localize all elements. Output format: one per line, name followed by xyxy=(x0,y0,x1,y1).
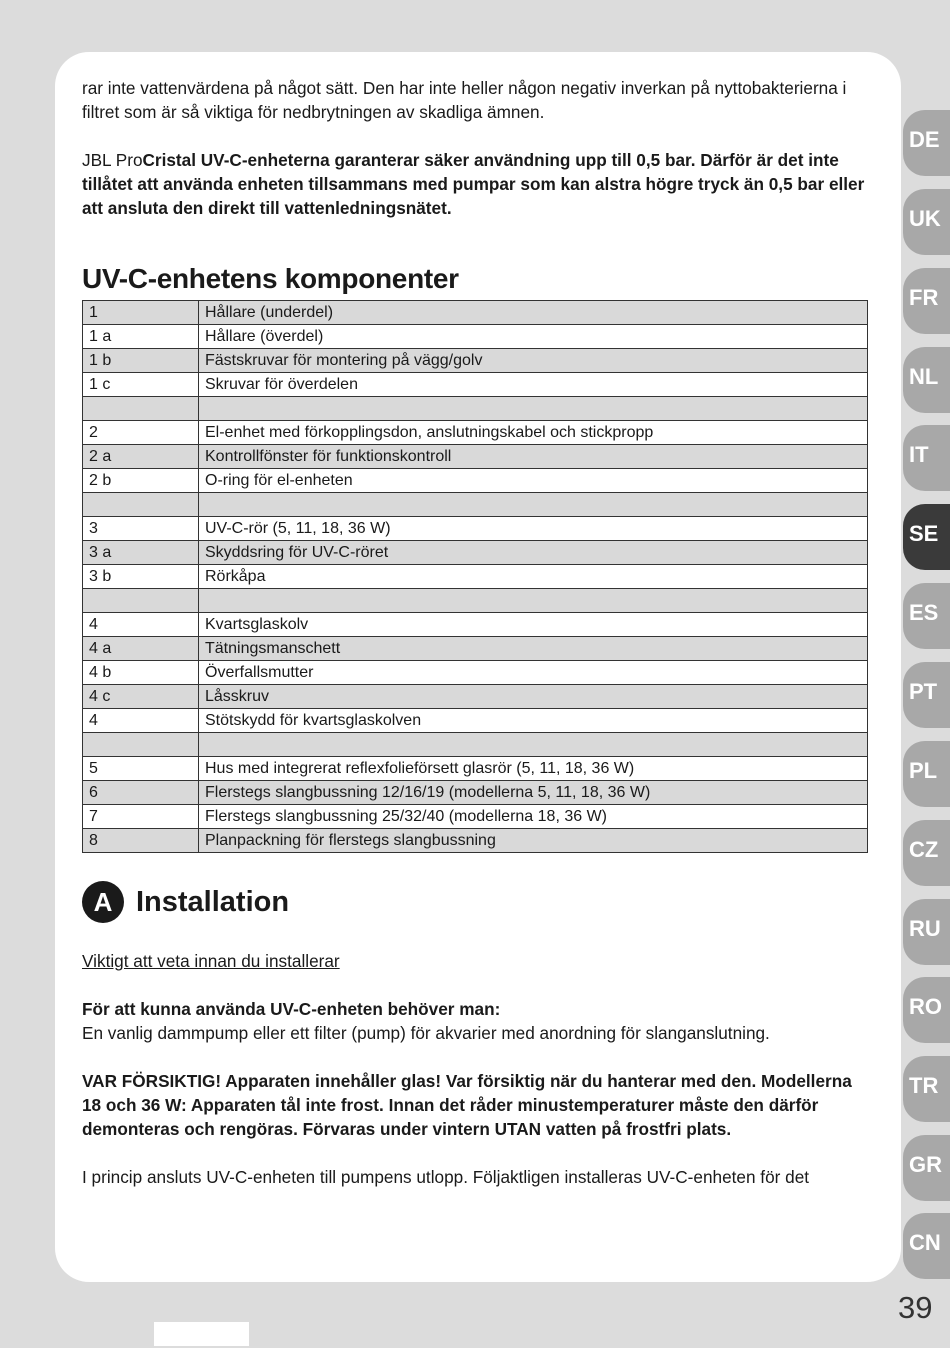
part-description: Tätningsmanschett xyxy=(199,637,868,661)
part-number: 8 xyxy=(83,829,199,853)
table-row xyxy=(83,541,868,565)
table-row xyxy=(83,709,868,733)
requirements-heading: För att kunna använda UV-C-enheten behöver man: xyxy=(82,999,501,1019)
part-number: 4 xyxy=(83,613,199,637)
installation-heading: Installation xyxy=(136,886,290,918)
part-description: Skyddsring för UV-C-röret xyxy=(199,541,868,565)
part-description: Fästskruvar för montering på vägg/golv xyxy=(199,349,868,373)
table-row xyxy=(83,637,868,661)
part-description: O-ring för el-enheten xyxy=(199,469,868,493)
components-heading: UV-C-enhetens komponenter xyxy=(82,263,459,294)
table-row xyxy=(83,661,868,685)
table-row xyxy=(83,565,868,589)
table-row xyxy=(83,325,868,349)
language-tab-ro[interactable]: RO xyxy=(903,977,950,1043)
part-description: Flerstegs slangbussning 25/32/40 (modellerna 18, 36 W) xyxy=(199,805,868,829)
part-description: Planpackning för flerstegs slangbussning xyxy=(199,829,868,853)
language-tab-cz[interactable]: CZ xyxy=(903,820,950,886)
installation-header xyxy=(82,881,869,923)
part-number xyxy=(83,733,199,757)
part-description: Skruvar för överdelen xyxy=(199,373,868,397)
table-row xyxy=(83,829,868,853)
language-tab-es[interactable]: ES xyxy=(903,583,950,649)
pressure-warning xyxy=(82,148,869,220)
part-description: Hus med integrerat reflexfolieförsett glasrör (5, 11, 18, 36 W) xyxy=(199,757,868,781)
part-number: 1 xyxy=(83,301,199,325)
part-description xyxy=(199,493,868,517)
language-tab-gr[interactable]: GR xyxy=(903,1135,950,1201)
part-number xyxy=(83,493,199,517)
language-tab-cn[interactable]: CN xyxy=(903,1213,950,1279)
page-content xyxy=(82,76,869,1189)
table-row xyxy=(83,397,868,421)
page-number: 39 xyxy=(898,1290,933,1325)
language-tab-pt[interactable]: PT xyxy=(903,662,950,728)
language-tab-de[interactable]: DE xyxy=(903,110,950,176)
table-row xyxy=(83,517,868,541)
part-description: Stötskydd för kvartsglaskolven xyxy=(199,709,868,733)
requirements-text: En vanlig dammpump eller ett filter (pump) för akvarier med anordning för slanganslutning. xyxy=(82,1023,770,1043)
part-number: 2 xyxy=(83,421,199,445)
part-description: Kontrollfönster för funktionskontroll xyxy=(199,445,868,469)
pressure-bold-text: Cristal UV-C-enheterna garanterar säker användning upp till 0,5 bar. Därför är det inte tillåtet att använda enheten tillsammans med pumpar som kan alstra högre tryck än 0,5 bar eller att ansluta den direkt till vattenledningsnätet. xyxy=(82,150,865,218)
language-tab-uk[interactable]: UK xyxy=(903,189,950,255)
part-number: 5 xyxy=(83,757,199,781)
part-description xyxy=(199,589,868,613)
part-number: 6 xyxy=(83,781,199,805)
footer-white-block xyxy=(154,1322,249,1346)
part-description: El-enhet med förkopplingsdon, anslutningskabel och stickpropp xyxy=(199,421,868,445)
table-row xyxy=(83,421,868,445)
principle-paragraph: I princip ansluts UV-C-enheten till pumpens utlopp. Följaktligen installeras UV-C-enheten för det xyxy=(82,1167,810,1187)
part-number: 3 b xyxy=(83,565,199,589)
intro-paragraph: rar inte vattenvärdena på något sätt. Den har inte heller någon negativ inverkan på nyttobakterierna i filtret som är så viktiga för nedbrytningen av skadliga ämnen. xyxy=(82,78,847,122)
part-number: 2 b xyxy=(83,469,199,493)
table-row xyxy=(83,469,868,493)
part-description xyxy=(199,733,868,757)
part-number xyxy=(83,397,199,421)
part-description: Hållare (överdel) xyxy=(199,325,868,349)
part-number: 1 c xyxy=(83,373,199,397)
part-description: Kvartsglaskolv xyxy=(199,613,868,637)
table-row xyxy=(83,301,868,325)
section-badge: A xyxy=(82,881,124,923)
table-row xyxy=(83,805,868,829)
installation-subheading: Viktigt att veta innan du installerar xyxy=(82,951,340,971)
part-number xyxy=(83,589,199,613)
table-row xyxy=(83,685,868,709)
part-number: 4 a xyxy=(83,637,199,661)
table-row xyxy=(83,445,868,469)
document-page xyxy=(55,52,901,1282)
table-row xyxy=(83,493,868,517)
part-number: 4 c xyxy=(83,685,199,709)
language-tab-ru[interactable]: RU xyxy=(903,899,950,965)
language-tab-tr[interactable]: TR xyxy=(903,1056,950,1122)
language-tab-se[interactable]: SE xyxy=(903,504,950,570)
part-number: 2 a xyxy=(83,445,199,469)
table-row xyxy=(83,781,868,805)
components-table xyxy=(82,300,868,853)
caution-paragraph: VAR FÖRSIKTIG! Apparaten innehåller glas! Var försiktig när du hanterar med den. Modellerna 18 och 36 W: Apparaten tål inte frost. Innan det råder minustemperaturer måste den därför demonteras och rengöras. Förvaras under vintern UTAN vatten på frostfri plats. xyxy=(82,1071,852,1139)
part-number: 7 xyxy=(83,805,199,829)
part-description: Rörkåpa xyxy=(199,565,868,589)
language-tab-nl[interactable]: NL xyxy=(903,347,950,413)
table-row xyxy=(83,349,868,373)
part-number: 3 a xyxy=(83,541,199,565)
part-description xyxy=(199,397,868,421)
part-number: 4 b xyxy=(83,661,199,685)
pressure-prefix: JBL Pro xyxy=(82,150,143,170)
language-tab-it[interactable]: IT xyxy=(903,425,950,491)
part-number: 4 xyxy=(83,709,199,733)
table-row xyxy=(83,373,868,397)
part-description: UV-C-rör (5, 11, 18, 36 W) xyxy=(199,517,868,541)
language-tab-fr[interactable]: FR xyxy=(903,268,950,334)
part-description: Flerstegs slangbussning 12/16/19 (modellerna 5, 11, 18, 36 W) xyxy=(199,781,868,805)
table-row xyxy=(83,589,868,613)
table-row xyxy=(83,613,868,637)
part-description: Hållare (underdel) xyxy=(199,301,868,325)
part-number: 3 xyxy=(83,517,199,541)
part-number: 1 b xyxy=(83,349,199,373)
table-row xyxy=(83,757,868,781)
language-tab-pl[interactable]: PL xyxy=(903,741,950,807)
table-row xyxy=(83,733,868,757)
part-number: 1 a xyxy=(83,325,199,349)
part-description: Överfallsmutter xyxy=(199,661,868,685)
part-description: Låsskruv xyxy=(199,685,868,709)
